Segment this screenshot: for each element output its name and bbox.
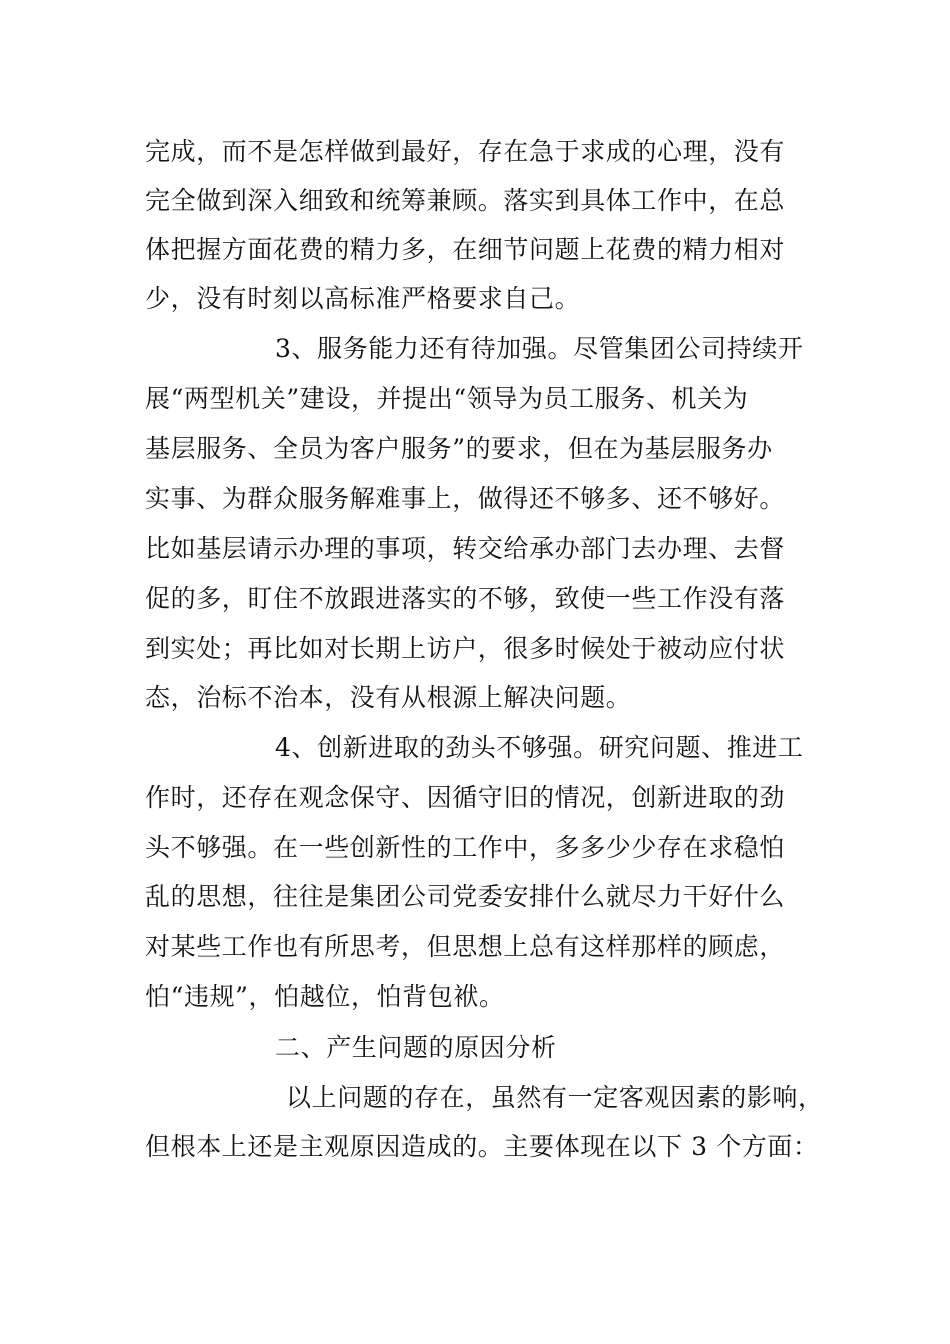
text-line: 但根本上还是主观原因造成的。主要体现在以下 3 个方面：: [145, 1132, 819, 1161]
text-line: 完成，而不是怎样做到最好，存在急于求成的心理，没有: [145, 137, 786, 166]
text-line: 到实处；再比如对长期上访户，很多时候处于被动应付状: [145, 634, 786, 663]
section-heading-2: 二、产生问题的原因分析: [275, 1033, 557, 1062]
text-line: 怕“违规”，怕越位，怕背包袱。: [145, 982, 505, 1011]
text-line: 态，治标不治本，没有从根源上解决问题。: [145, 683, 632, 712]
section-heading-3: 3、服务能力还有待加强。尽管集团公司持续开: [275, 334, 804, 363]
text-line: 完全做到深入细致和统筹兼顾。落实到具体工作中，在总: [145, 186, 786, 215]
text-line: 基层服务、全员为客户服务”的要求，但在为基层服务办: [145, 434, 773, 463]
text-line: 乱的思想，往往是集团公司党委安排什么就尽力干好什么: [145, 882, 786, 911]
text-line: 展“两型机关”建设，并提出“领导为员工服务、机关为: [145, 384, 749, 413]
text-line: 实事、为群众服务解难事上，做得还不够多、还不够好。: [145, 484, 786, 513]
text-line: 以上问题的存在，虽然有一定客观因素的影响，: [286, 1083, 824, 1112]
text-line: 作时，还存在观念保守、因循守旧的情况，创新进取的劲: [145, 783, 786, 812]
text-line: 比如基层请示办理的事项，转交给承办部门去办理、去督: [145, 534, 786, 563]
text-line: 头不够强。在一些创新性的工作中，多多少少存在求稳怕: [145, 833, 786, 862]
text-line: 体把握方面花费的精力多，在细节问题上花费的精力相对: [145, 235, 786, 264]
text-line: 对某些工作也有所思考，但思想上总有这样那样的顾虑，: [145, 932, 786, 961]
text-line: 少，没有时刻以高标准严格要求自己。: [145, 284, 581, 313]
section-heading-4: 4、创新进取的劲头不够强。研究问题、推进工: [275, 733, 804, 762]
text-line: 促的多，盯住不放跟进落实的不够，致使一些工作没有落: [145, 584, 786, 613]
